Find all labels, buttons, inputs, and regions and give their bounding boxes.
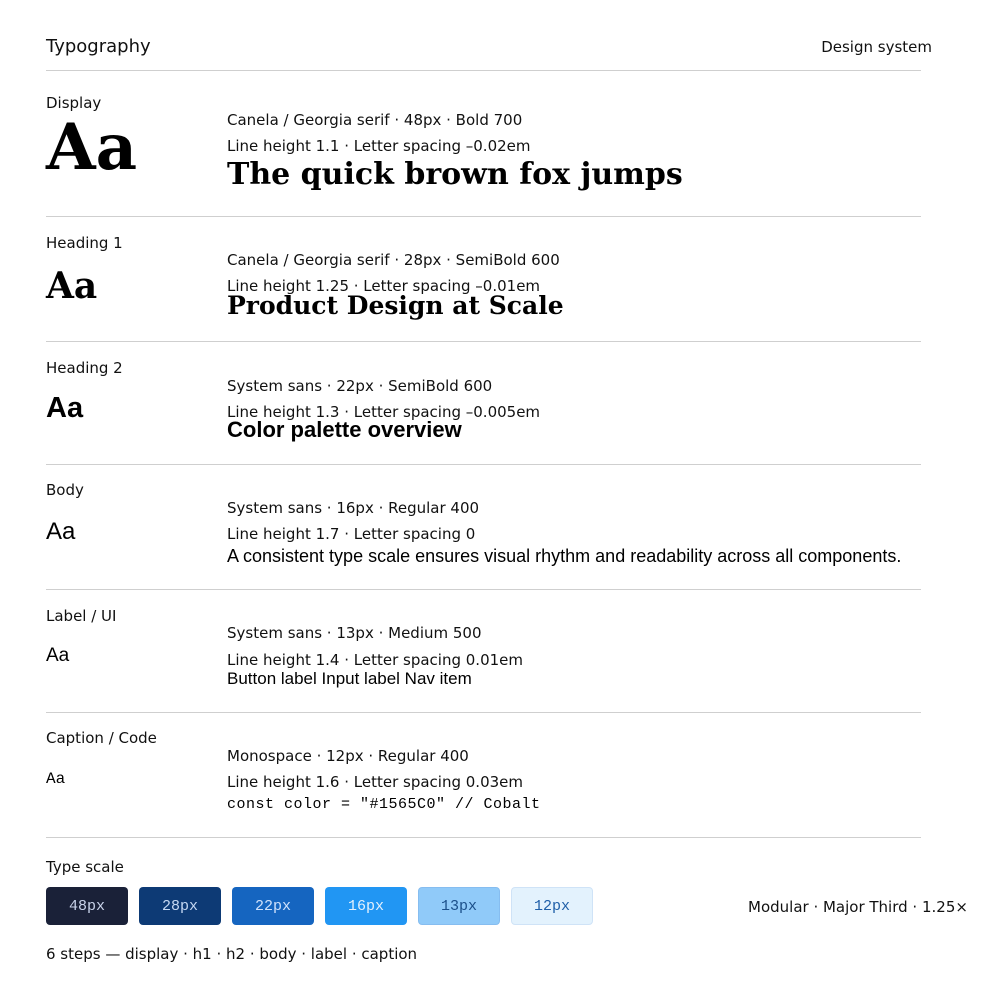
scale-chip-22: 22px xyxy=(232,887,314,925)
scale-chip-48: 48px xyxy=(46,887,128,925)
type-demo: The quick brown fox jumps xyxy=(227,157,683,192)
type-scale-chips xyxy=(46,887,593,925)
type-sample: Aa xyxy=(46,518,76,545)
page-title: Typography xyxy=(46,36,151,57)
type-spec: Canela / Georgia serif · 28px · SemiBold 600 xyxy=(227,251,560,269)
row-label: Caption / Code xyxy=(46,729,157,747)
type-metrics: Line height 1.7 · Letter spacing 0 xyxy=(227,525,476,543)
row-label: Heading 2 xyxy=(46,359,123,377)
type-metrics: Line height 1.4 · Letter spacing 0.01em xyxy=(227,651,523,669)
scale-chip-16: 16px xyxy=(325,887,407,925)
type-sample: Aa xyxy=(46,770,66,788)
type-metrics: Line height 1.25 · Letter spacing –0.01em xyxy=(227,277,541,295)
divider xyxy=(46,712,921,713)
type-metrics: Line height 1.1 · Letter spacing –0.02em xyxy=(227,137,531,155)
type-demo: Button label Input label Nav item xyxy=(227,669,472,688)
row-label: Body xyxy=(46,481,84,499)
type-metrics: Line height 1.6 · Letter spacing 0.03em xyxy=(227,773,523,791)
row-label: Label / UI xyxy=(46,607,117,625)
row-label: Display xyxy=(46,94,102,112)
type-demo: Product Design at Scale xyxy=(227,291,564,320)
scale-ratio-note: Modular · Major Third · 1.25× xyxy=(748,898,968,916)
type-demo: const color = "#1565C0" // Cobalt xyxy=(227,796,541,813)
design-system-label: Design system xyxy=(821,38,932,56)
divider xyxy=(46,837,921,838)
scale-chip-28: 28px xyxy=(139,887,221,925)
type-scale-title: Type scale xyxy=(46,858,124,876)
scale-chip-12: 12px xyxy=(511,887,593,925)
divider xyxy=(46,589,921,590)
divider xyxy=(46,341,921,342)
scale-chip-13: 13px xyxy=(418,887,500,925)
type-demo: A consistent type scale ensures visual rhythm and readability across all components. xyxy=(227,546,902,566)
type-spec: System sans · 16px · Regular 400 xyxy=(227,499,480,517)
type-sample: Aa xyxy=(46,392,84,424)
type-sample: Aa xyxy=(46,645,70,666)
divider xyxy=(46,216,921,217)
type-metrics: Line height 1.3 · Letter spacing –0.005em xyxy=(227,403,541,421)
divider xyxy=(46,70,921,71)
type-spec: Canela / Georgia serif · 48px · Bold 700 xyxy=(227,111,523,129)
divider xyxy=(46,464,921,465)
row-label: Heading 1 xyxy=(46,234,123,252)
type-spec: System sans · 22px · SemiBold 600 xyxy=(227,377,493,395)
scale-steps-summary: 6 steps — display · h1 · h2 · body · label · caption xyxy=(46,945,418,963)
type-spec: System sans · 13px · Medium 500 xyxy=(227,624,482,642)
type-sample: Aa xyxy=(46,110,138,185)
type-sample: Aa xyxy=(46,265,98,307)
type-spec: Monospace · 12px · Regular 400 xyxy=(227,747,469,765)
type-demo: Color palette overview xyxy=(227,417,462,442)
